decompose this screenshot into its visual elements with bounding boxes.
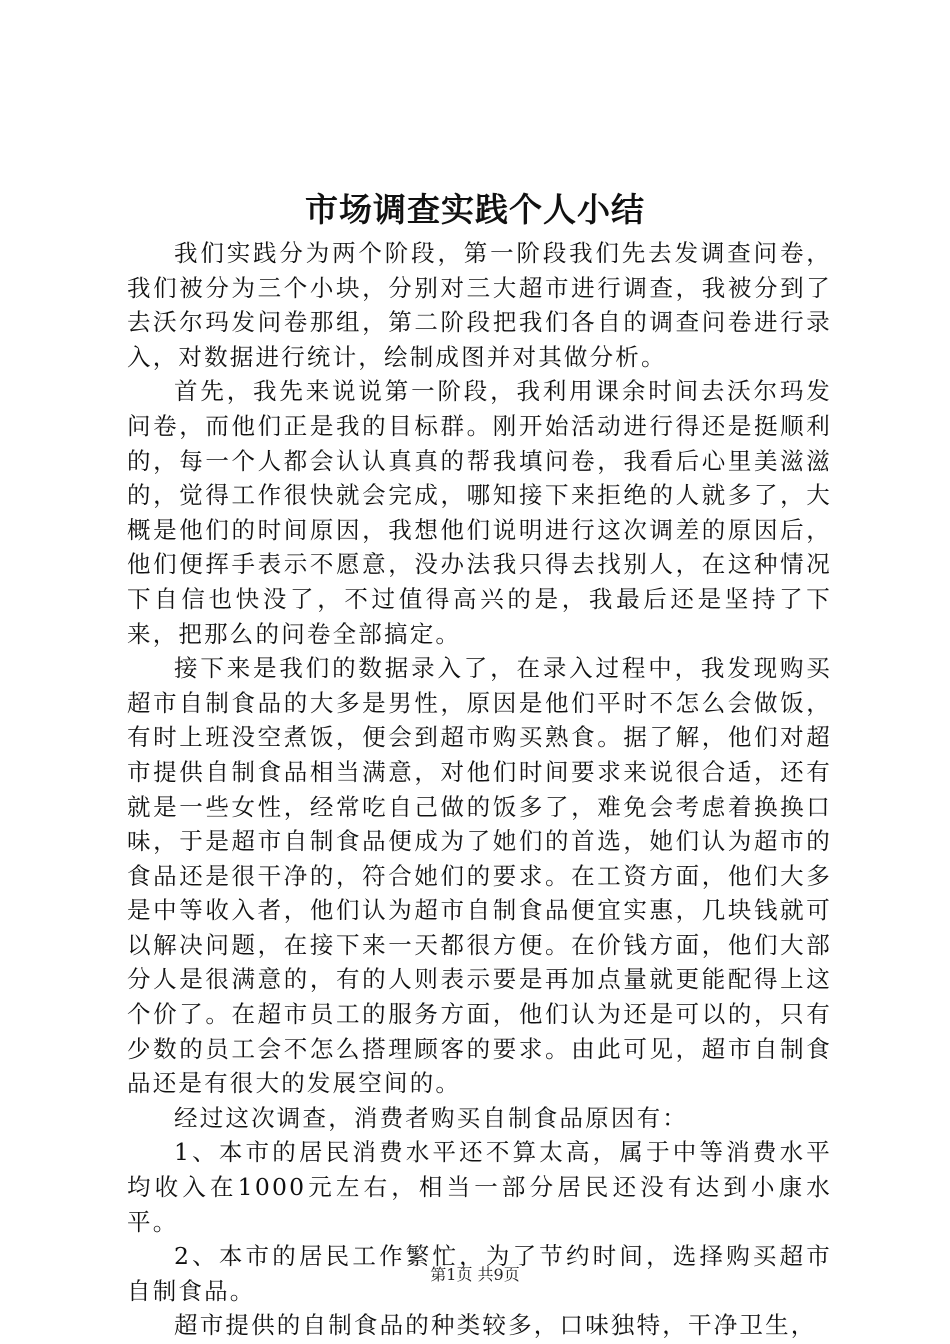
document-title: 市场调查实践个人小结 [305,190,645,229]
paragraph-reason-2: 2、本市的居民工作繁忙，为了节约时间，选择购买超市自制食品。 [127,1242,832,1305]
paragraph-reason-1: 1、本市的居民消费水平还不算太高，属于中等消费水平均收入在1000元左右，相当一部分居民还没有达到小康水平。 [127,1138,832,1236]
paragraph-intro: 我们实践分为两个阶段，第一阶段我们先去发调查问卷，我们被分为三个小块，分别对三大超市进行调查，我被分到了去沃尔玛发问卷那组，第二阶段把我们各自的调查问卷进行录入，对数据进行统计，绘制成图并对其做分析。 [127,239,832,371]
paragraph-stage-one: 首先，我先来说说第一阶段，我利用课余时间去沃尔玛发问卷，而他们正是我的目标群。刚开始活动进行得还是挺顺利的，每一个人都会认认真真的帮我填问卷，我看后心里美滋滋的，觉得工作很快就会完成，哪知接下来拒绝的人就多了，大概是他们的时间原因，我想他们说明进行这次调差的原因后，他们便挥手表示不愿意，没办法我只得去找别人，在这种情况下自信也快没了，不过值得高兴的是，我最后还是坚持了下来，把那么的问卷全部搞定。 [127,377,832,648]
page-footer: 第1页 共9页 [430,1265,520,1284]
paragraph-supermarket: 超市提供的自制食品的种类较多，口味独特，干净卫生， [174,1311,817,1340]
document-body [127,236,832,1343]
paragraph-data-entry: 接下来是我们的数据录入了，在录入过程中，我发现购买超市自制食品的大多是男性，原因是他们平时不怎么会做饭，有时上班没空煮饭，便会到超市购买熟食。据了解，他们对超市提供自制食品相当满意，对他们时间要求来说很合适，还有就是一些女性，经常吃自己做的饭多了，难免会考虑着换换口味，于是超市自制食品便成为了她们的首选，她们认为超市的食品还是很干净的，符合她们的要求。在工资方面，他们大多是中等收入者，他们认为超市自制食品便宜实惠，几块钱就可以解决问题，在接下来一天都很方便。在价钱方面，他们大部分人是很满意的，有的人则表示要是再加点量就更能配得上这个价了。在超市员工的服务方面，他们认为还是可以的，只有少数的员工会不怎么搭理顾客的要求。由此可见，超市自制食品还是有很大的发展空间的。 [127,654,832,1098]
paragraph-reasons-intro: 经过这次调查，消费者购买自制食品原因有： [174,1103,688,1132]
